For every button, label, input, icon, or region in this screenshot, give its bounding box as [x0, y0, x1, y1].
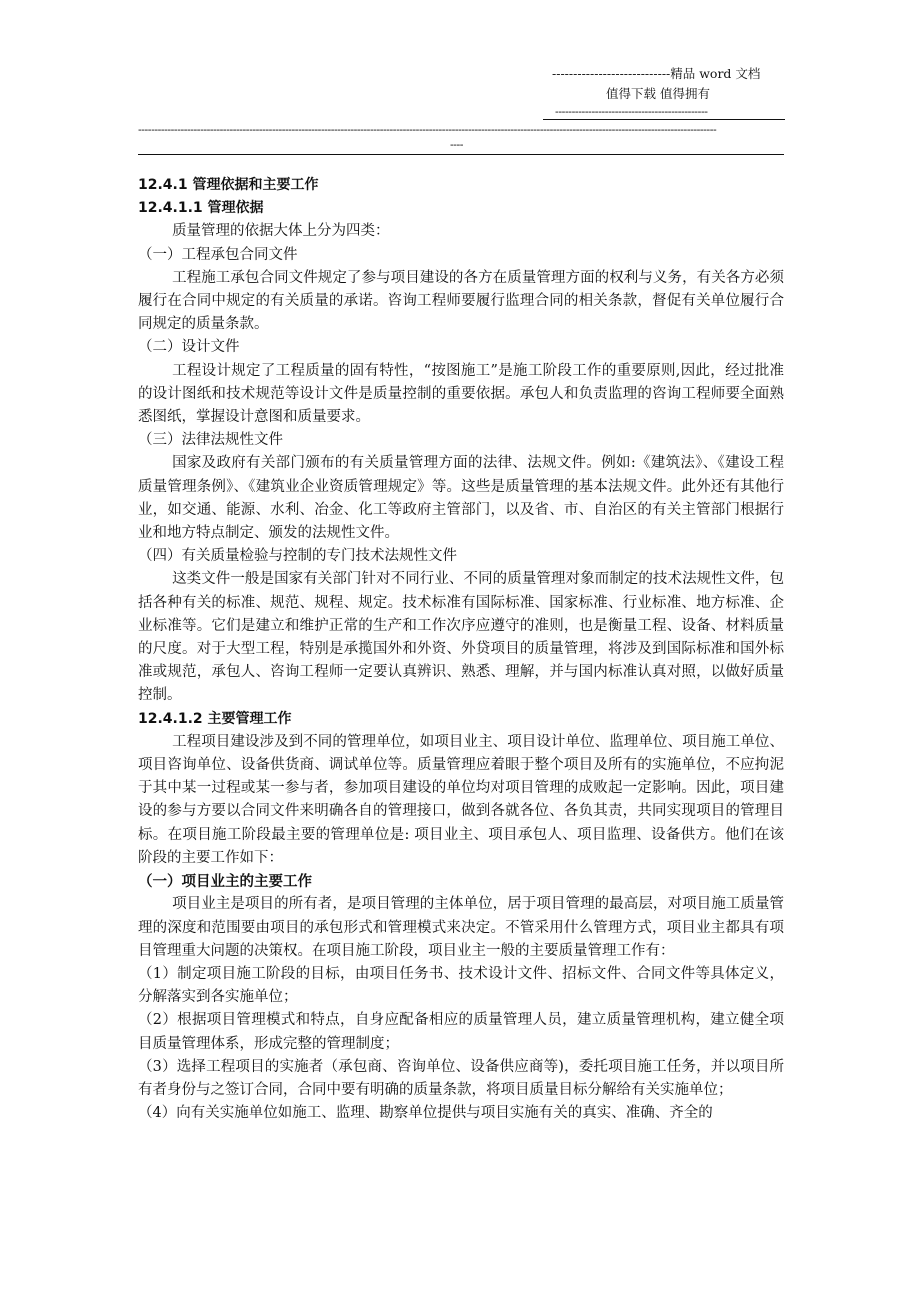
section-1-body: 工程施工承包合同文件规定了参与项目建设的各方在质量管理方面的权利与义务，有关各方必须履行在合同中规定的有关质量的承诺。咨询工程师要履行监理合同的相关条款，督促有关单位履行合同规定的质量条款。 — [138, 269, 784, 333]
document-page — [138, 0, 784, 1302]
section-2-body: 工程设计规定了工程质量的固有特性，“按图施工”是施工阶段工作的重要原则,因此，经过批准的设计图纸和技术规范等设计文件是质量控制的重要依据。承包人和负责监理的咨询工程师要全面熟悉图纸，掌握设计意图和质量要求。 — [138, 362, 784, 426]
document-body — [138, 174, 784, 1125]
section-4-body: 这类文件一般是国家有关部门针对不同行业、不同的质量管理对象而制定的技术法规性文件，包括各种有关的标准、规范、规程、规定。技术标准有国际标准、国家标准、行业标准、地方标准、企业标准等。它们是建立和维护正常的生产和工作次序应遵守的准则，也是衡量工程、设备、材料质量的尺度。对于大型工程，特别是承揽国外和外资、外贷项目的质量管理，将涉及到国际标准和国外标准或规范，承包人、咨询工程师一定要认真辨识、熟悉、理解，并与国内标准认真对照，以做好质量控制。 — [138, 571, 784, 704]
heading-12-4-1: 12.4.1 管理依据和主要工作 — [138, 177, 319, 193]
section-2-title: （二）设计文件 — [138, 339, 240, 356]
intro-paragraph: 质量管理的依据大体上分为四类： — [172, 223, 390, 240]
list-item-4: （4）向有关实施单位如施工、监理、勘察单位提供与项目实施有关的真实、准确、齐全的 — [138, 1105, 713, 1122]
main-work-paragraph: 工程项目建设涉及到不同的管理单位，如项目业主、项目设计单位、监理单位、项目施工单位、项目咨询单位、设备供货商、调试单位等。质量管理应着眼于整个项目及所有的实施单位，不应拘泥于其中某一过程或某一参与者，参加项目建设的单位均对项目管理的成败起一定影响。因此，项目建设的参与方要以合同文件来明确各自的管理接口，做到各就各位、各负其责，共同实现项目的管理目标。在项目施工阶段最主要的管理单位是: 项目业主、项目承包人、项目监理、设备供方。他们在该阶段的主要工作如下： — [138, 733, 784, 866]
header-watermark-title: ----------------------------精品 word 文档 — [552, 66, 761, 81]
heading-12-4-1-1: 12.4.1.1 管理依据 — [138, 200, 264, 217]
header-full-dashes: --------------------------------------------------------------------------------------------------------------------------------------------------------------------------------- — [138, 124, 717, 136]
section-3-body: 国家及政府有关部门颁布的有关质量管理方面的法律、法规文件。例如:《建筑法》、《建设工程质量管理条例》、《建筑业企业资质管理规定》等。这些是质量管理的基本法规文件。此外还有其他行业，如交通、能源、水利、冶金、化工等政府主管部门，以及省、市、自治区的有关主管部门根据行业和地方特点制定、颁发的法规性文件。 — [138, 455, 784, 542]
header-rule-long — [138, 154, 784, 155]
heading-12-4-1-2: 12.4.1.2 主要管理工作 — [138, 710, 292, 727]
header-watermark-slogan: 值得下载 值得拥有 — [606, 86, 710, 101]
list-item-2: （2）根据项目管理模式和特点，自身应配备相应的质量管理人员，建立质量管理机构，建立健全项目质量管理体系，形成完整的管理制度； — [138, 1012, 784, 1052]
header-rule-short — [543, 119, 785, 120]
owner-work-title: （一）项目业主的主要工作 — [138, 873, 312, 891]
section-1-title: （一）工程承包合同文件 — [138, 246, 298, 263]
section-3-title: （三）法律法规性文件 — [138, 432, 283, 449]
list-item-3: （3）选择工程项目的实施者（承包商、咨询单位、设备供应商等)，委托项目施工任务，并以项目所有者身份与之签订合同，合同中要有明确的质量条款，将项目质量目标分解给有关实施单位； — [138, 1058, 784, 1098]
header-dash-line: ---------------------------------------------- — [555, 105, 708, 118]
section-4-title: （四）有关质量检验与控制的专门技术法规性文件 — [138, 548, 457, 565]
list-item-1: （1）制定项目施工阶段的目标，由项目任务书、技术设计文件、招标文件、合同文件等具体定义，分解落实到各实施单位； — [138, 965, 784, 1006]
owner-work-body: 项目业主是项目的所有者，是项目管理的主体单位，居于项目管理的最高层，对项目施工质量管理的深度和范围要由项目的承包形式和管理模式来决定。不管采用什么管理方式，项目业主都具有项目管理重大问题的决策权。在项目施工阶段，项目业主一般的主要质量管理工作有： — [138, 896, 784, 959]
header-dash-tail: ---- — [450, 138, 464, 151]
